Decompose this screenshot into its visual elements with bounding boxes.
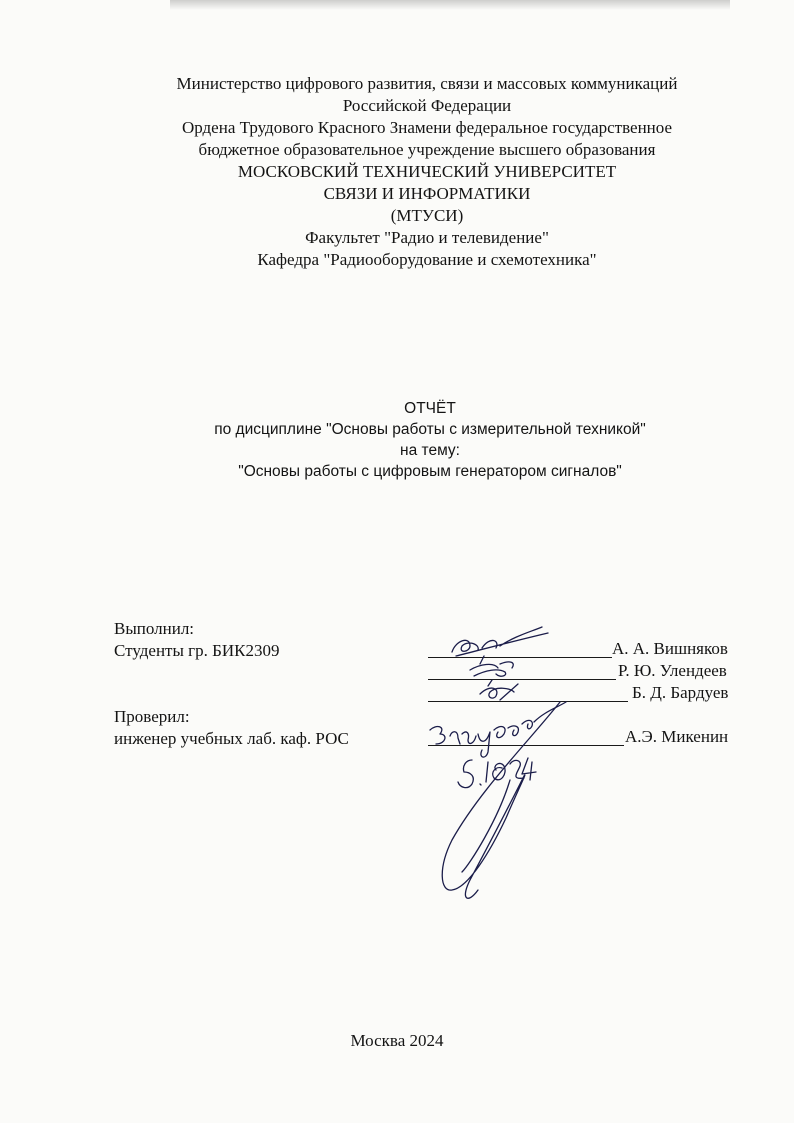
student-name-1: А. А. Вишняков (612, 639, 728, 658)
checker-note-date (458, 758, 536, 788)
institution-header (100, 73, 754, 271)
signature-3 (480, 680, 518, 700)
signature-line-3 (428, 701, 628, 702)
city-year: Москва 2024 (350, 1031, 444, 1050)
institution-type-line: бюджетное образовательное учреждение высшего образования (198, 140, 656, 159)
checker-note-word (430, 702, 566, 757)
signature-1 (452, 627, 548, 656)
university-name-line2: СВЯЗИ И ИНФОРМАТИКИ (323, 184, 531, 203)
student-group: Студенты гр. БИК2309 (114, 641, 280, 660)
faculty-line: Факультет "Радио и телевидение" (305, 228, 549, 247)
report-title: ОТЧЁТ (404, 400, 456, 417)
student-name-2: Р. Ю. Улендеев (618, 661, 727, 680)
signature-line-2 (428, 679, 616, 680)
signature-line-checker (428, 745, 624, 746)
signature-line-1 (428, 657, 612, 658)
checker-position: инженер учебных лаб. каф. РОС (114, 729, 349, 748)
performed-label: Выполнил: (114, 619, 195, 638)
scan-edge-shadow (170, 0, 730, 10)
department-line: Кафедра "Радиооборудование и схемотехника" (257, 250, 597, 269)
order-line: Ордена Трудового Красного Знамени федеральное государственное (181, 118, 673, 137)
checker-signature-flourish (442, 702, 560, 898)
checker-name: А.Э. Микенин (625, 727, 729, 746)
university-abbreviation: (МТУСИ) (390, 206, 464, 225)
university-name-line1: МОСКОВСКИЙ ТЕХНИЧЕСКИЙ УНИВЕРСИТЕТ (237, 162, 617, 181)
report-topic-label: на тему: (400, 442, 460, 459)
report-topic: "Основы работы с цифровым генератором сигналов" (238, 463, 622, 480)
report-title-block (120, 398, 740, 482)
signature-2 (470, 656, 513, 676)
country-line: Российской Федерации (342, 96, 512, 115)
student-name-3: Б. Д. Бардуев (632, 683, 729, 702)
ministry-line: Министерство цифрового развития, связи и массовых коммуникаций (176, 74, 678, 93)
report-discipline: по дисциплине "Основы работы с измерительной техникой" (214, 421, 646, 438)
checked-label: Проверил: (114, 707, 190, 726)
